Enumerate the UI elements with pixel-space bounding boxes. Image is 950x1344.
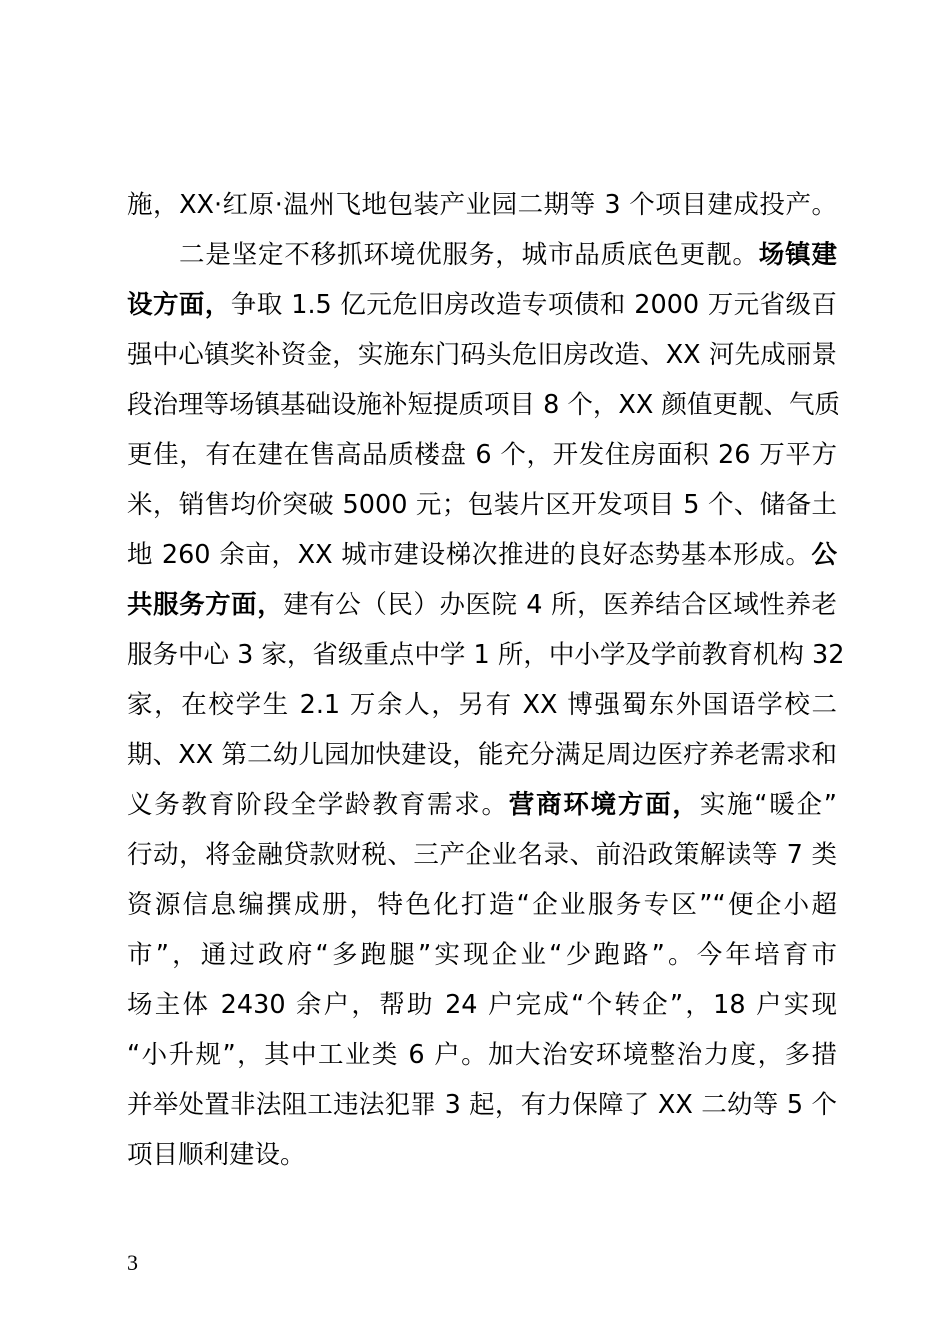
text-line: [127, 730, 837, 780]
text-line: [127, 630, 845, 680]
text-segment: 更佳，有在建在售高品质楼盘 6 个，开发住房面积 26 万平方: [127, 440, 837, 470]
text-segment: 争取 1.5 亿元危旧房改造专项债和 2000 万元省级百: [230, 290, 837, 320]
text-line: [127, 430, 837, 480]
text-line: [127, 1030, 837, 1080]
text-segment: 地 260 余亩，XX 城市建设梯次推进的良好态势基本形成。: [127, 540, 812, 570]
text-segment: 建有公（民）办医院 4 所，医养结合区域性养老: [283, 590, 837, 620]
text-line: [179, 230, 837, 280]
bold-heading-segment: 场镇建: [758, 240, 837, 270]
text-segment: 二是坚定不移抓环境优服务，城市品质底色更靓。: [179, 240, 759, 270]
text-segment: 实施“暖企”: [699, 790, 837, 820]
text-line: [127, 930, 837, 980]
text-line: [127, 180, 837, 230]
text-line: [127, 880, 837, 930]
text-line: [127, 330, 837, 380]
page-number: 3: [127, 1250, 138, 1275]
text-segment: 并举处置非法阻工违法犯罪 3 起，有力保障了 XX 二幼等 5 个: [127, 1090, 837, 1120]
text-line: [127, 830, 837, 880]
text-line: [127, 530, 837, 580]
text-line: [127, 1080, 837, 1130]
text-segment: 期、XX 第二幼儿园加快建设，能充分满足周边医疗养老需求和: [127, 740, 837, 770]
text-segment: “小升规”，其中工业类 6 户。加大治安环境整治力度，多措: [127, 1040, 837, 1070]
text-segment: 项目顺利建设。: [127, 1140, 306, 1170]
bold-heading-segment: 共服务方面，: [127, 590, 284, 620]
text-segment: 场主体 2430 余户，帮助 24 户完成“个转企”，18 户实现: [127, 990, 837, 1020]
text-segment: 行动，将金融贷款财税、三产企业名录、前沿政策解读等 7 类: [127, 840, 837, 870]
text-segment: 服务中心 3 家，省级重点中学 1 所，中小学及学前教育机构 32: [127, 640, 845, 670]
text-segment: 强中心镇奖补资金，实施东门码头危旧房改造、XX 河先成丽景: [127, 340, 837, 370]
bold-heading-segment: 公: [811, 540, 837, 570]
bold-heading-segment: 营商环境方面，: [508, 790, 700, 820]
text-line: [127, 480, 837, 530]
text-segment: 段治理等场镇基础设施补短提质项目 8 个，XX 颜值更靓、气质: [127, 390, 840, 420]
text-line: [127, 380, 840, 430]
text-segment: 米，销售均价突破 5000 元；包装片区开发项目 5 个、储备土: [127, 490, 837, 520]
text-segment: 施，XX·红原·温州飞地包装产业园二期等 3 个项目建成投产。: [127, 190, 837, 220]
text-segment: 家，在校学生 2.1 万余人，另有 XX 博强蜀东外国语学校二: [127, 690, 837, 720]
bold-heading-segment: 设方面，: [127, 290, 231, 320]
text-line: [127, 280, 837, 330]
text-segment: 市”，通过政府“多跑腿”实现企业“少跑路”。今年培育市: [127, 940, 837, 970]
text-segment: 资源信息编撰成册，特色化打造“企业服务专区”“便企小超: [127, 890, 837, 920]
text-line: [127, 980, 837, 1030]
text-line: [127, 780, 837, 830]
text-line: [127, 680, 837, 730]
text-line: [127, 580, 837, 630]
text-line: [127, 1130, 837, 1180]
text-segment: 义务教育阶段全学龄教育需求。: [127, 790, 509, 820]
